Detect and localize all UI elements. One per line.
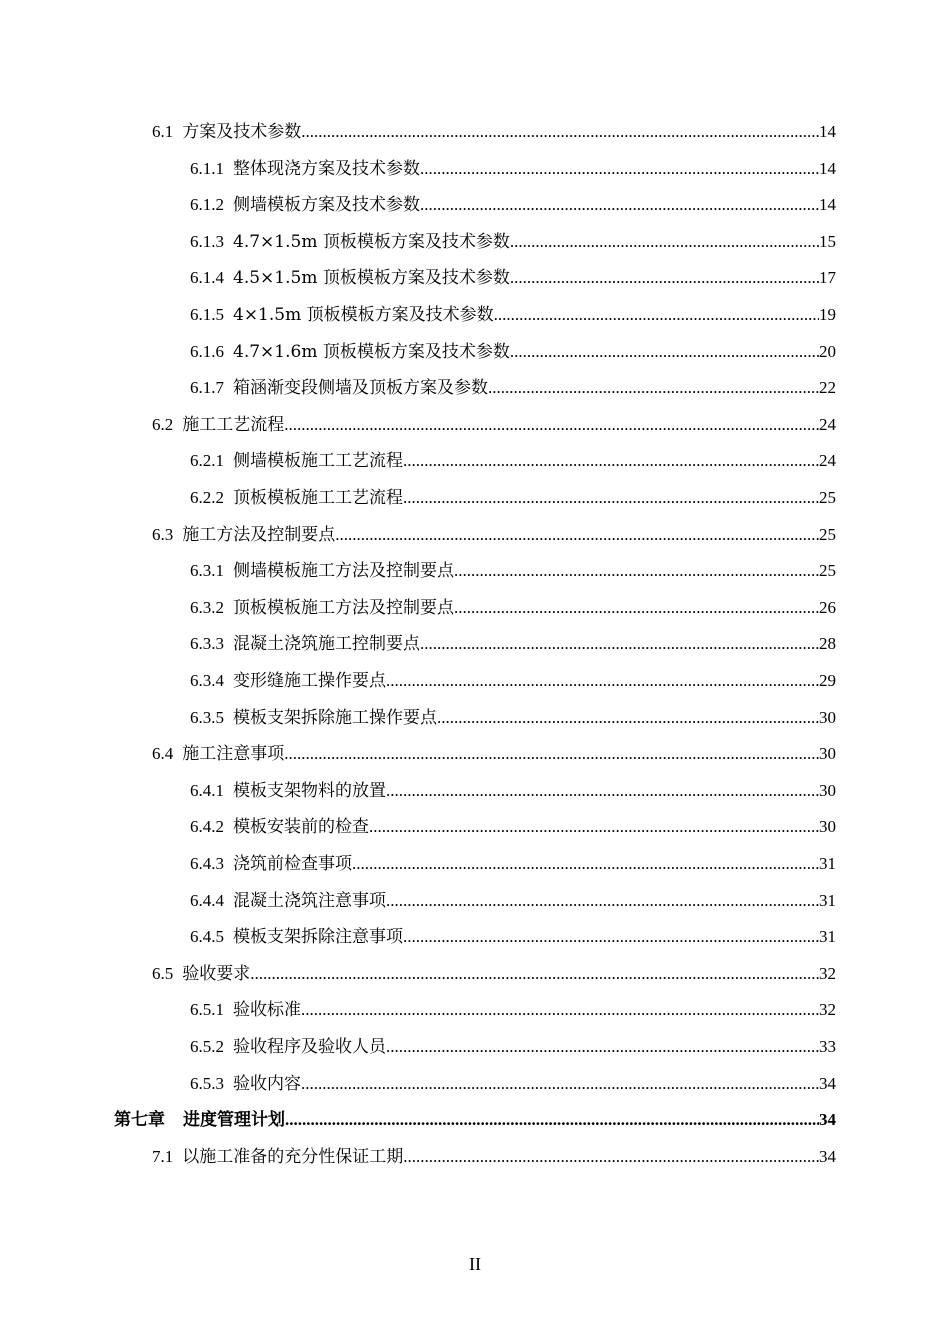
toc-dot-leader	[369, 812, 819, 842]
toc-dot-leader	[420, 190, 819, 220]
toc-entry-number: 6.1.4	[190, 268, 224, 287]
toc-dot-leader	[250, 959, 819, 989]
toc-entry-page-number: 34	[819, 1147, 836, 1166]
toc-dot-leader	[403, 446, 819, 476]
toc-entry-title: 以施工准备的充分性保证工期	[182, 1147, 404, 1167]
toc-entry[interactable]	[190, 629, 836, 659]
toc-entry[interactable]	[190, 849, 836, 879]
toc-entry-title: 施工方法及控制要点	[182, 525, 336, 545]
toc-entry[interactable]	[190, 922, 836, 952]
toc-entry[interactable]	[152, 739, 836, 769]
toc-entry[interactable]	[190, 1032, 836, 1062]
toc-entry-page-number: 25	[819, 561, 836, 580]
toc-entry[interactable]	[190, 886, 836, 916]
toc-entry-title: 模板支架拆除注意事项	[233, 927, 403, 947]
toc-entry-number: 6.5.3	[190, 1074, 224, 1093]
toc-entry-number: 6.4.2	[190, 817, 224, 836]
toc-dot-leader	[386, 776, 819, 806]
toc-entry[interactable]	[190, 227, 836, 257]
toc-entry-page-number: 32	[819, 1000, 836, 1019]
toc-entry-title: 4.5×1.5m 顶板模板方案及技术参数	[233, 268, 510, 288]
toc-entry-number: 6.4.1	[190, 781, 224, 800]
toc-entry-page-number: 22	[819, 378, 836, 397]
toc-entry-title: 混凝土浇筑施工控制要点	[233, 634, 420, 654]
toc-dot-leader	[386, 666, 819, 696]
toc-entry-number: 6.3.4	[190, 671, 224, 690]
toc-dot-leader	[386, 1032, 819, 1062]
toc-entry-title: 侧墙模板施工工艺流程	[233, 451, 403, 471]
toc-entry[interactable]	[190, 300, 836, 330]
toc-dot-leader	[301, 1069, 819, 1099]
toc-dot-leader	[284, 410, 819, 440]
toc-entry-title: 顶板模板施工工艺流程	[233, 488, 403, 508]
toc-dot-leader	[284, 739, 819, 769]
toc-dot-leader	[510, 263, 819, 293]
toc-entry-title: 变形缝施工操作要点	[233, 671, 386, 691]
toc-entry-page-number: 31	[819, 927, 836, 946]
toc-entry-number: 6.5	[152, 964, 174, 983]
toc-entry[interactable]	[152, 520, 836, 550]
toc-entry-page-number: 30	[819, 817, 836, 836]
toc-dot-leader	[403, 483, 819, 513]
toc-entry[interactable]	[152, 959, 836, 989]
toc-entry[interactable]	[152, 410, 836, 440]
toc-entry-page-number: 30	[819, 708, 836, 727]
toc-entry-number: 6.5.2	[190, 1037, 224, 1056]
toc-entry[interactable]	[190, 703, 836, 733]
toc-entry[interactable]	[152, 117, 836, 147]
toc-entry-title: 混凝土浇筑注意事项	[233, 891, 386, 911]
toc-dot-leader	[403, 1142, 819, 1172]
toc-entry-title: 4×1.5m 顶板模板方案及技术参数	[233, 305, 494, 325]
toc-entry-title: 施工注意事项	[182, 744, 285, 764]
toc-entry-title: 验收内容	[233, 1074, 301, 1094]
toc-entry-page-number: 33	[819, 1037, 836, 1056]
toc-entry[interactable]	[190, 446, 836, 476]
toc-entry-title: 验收程序及验收人员	[233, 1037, 386, 1057]
toc-entry-number: 6.3	[152, 525, 174, 544]
toc-dot-leader	[352, 849, 819, 879]
toc-entry-title: 验收标准	[233, 1000, 301, 1020]
toc-entry-title: 施工工艺流程	[182, 415, 285, 435]
toc-dot-leader	[454, 556, 819, 586]
toc-entry[interactable]	[190, 263, 836, 293]
toc-entry-page-number: 15	[819, 232, 836, 251]
toc-entry-title: 浇筑前检查事项	[233, 854, 352, 874]
toc-dot-leader	[301, 117, 819, 147]
toc-entry-page-number: 14	[819, 159, 836, 178]
toc-entry-title: 整体现浇方案及技术参数	[233, 159, 420, 179]
toc-dot-leader	[403, 922, 819, 952]
toc-entry-page-number: 31	[819, 854, 836, 873]
toc-entry-number: 6.3.1	[190, 561, 224, 580]
toc-entry-page-number: 26	[819, 598, 836, 617]
toc-entry-page-number: 14	[819, 122, 836, 141]
toc-entry[interactable]	[114, 1105, 836, 1135]
toc-entry-number: 7.1	[152, 1147, 174, 1166]
toc-entry-number: 6.5.1	[190, 1000, 224, 1019]
toc-entry-page-number: 25	[819, 525, 836, 544]
toc-entry-number: 6.4.5	[190, 927, 224, 946]
toc-dot-leader	[494, 300, 819, 330]
toc-entry-page-number: 30	[819, 744, 836, 763]
toc-entry-number: 6.1.6	[190, 342, 224, 361]
toc-dot-leader	[386, 886, 819, 916]
toc-entry[interactable]	[190, 190, 836, 220]
toc-entry-page-number: 28	[819, 634, 836, 653]
toc-entry-title: 顶板模板施工方法及控制要点	[233, 598, 454, 618]
toc-entry-title: 侧墙模板方案及技术参数	[233, 195, 420, 215]
toc-entry[interactable]	[190, 995, 836, 1025]
toc-dot-leader	[488, 373, 819, 403]
toc-entry-number: 6.1.1	[190, 159, 224, 178]
toc-entry-page-number: 24	[819, 415, 836, 434]
toc-entry-number: 6.1.5	[190, 305, 224, 324]
toc-entry[interactable]	[190, 337, 836, 367]
toc-entry-title: 验收要求	[182, 964, 251, 984]
toc-entry-page-number: 20	[819, 342, 836, 361]
toc-dot-leader	[420, 154, 819, 184]
toc-entry-page-number: 31	[819, 891, 836, 910]
toc-entry-page-number: 34	[819, 1074, 836, 1093]
page-number-footer: II	[469, 1254, 481, 1274]
toc-dot-leader	[301, 995, 819, 1025]
toc-entry[interactable]	[190, 483, 836, 513]
toc-entry-page-number: 19	[819, 305, 836, 324]
toc-entry[interactable]	[190, 666, 836, 696]
toc-entry-title: 方案及技术参数	[182, 122, 302, 142]
toc-entry[interactable]	[190, 776, 836, 806]
toc-entry-title: 进度管理计划	[183, 1110, 285, 1130]
toc-entry-page-number: 32	[819, 964, 836, 983]
toc-entry-title: 4.7×1.6m 顶板模板方案及技术参数	[233, 342, 510, 362]
toc-entry-page-number: 14	[819, 195, 836, 214]
toc-entry-page-number: 30	[819, 781, 836, 800]
toc-entry[interactable]	[190, 1069, 836, 1099]
toc-entry-title: 侧墙模板施工方法及控制要点	[233, 561, 454, 581]
toc-dot-leader	[420, 629, 819, 659]
toc-entry[interactable]	[152, 1142, 836, 1172]
toc-dot-leader	[510, 227, 819, 257]
toc-entry-page-number: 34	[819, 1110, 836, 1129]
toc-dot-leader	[437, 703, 819, 733]
toc-entry-page-number: 24	[819, 451, 836, 470]
toc-entry[interactable]	[190, 556, 836, 586]
toc-dot-leader	[510, 337, 819, 367]
toc-entry-number: 6.2.1	[190, 451, 224, 470]
toc-entry-number: 6.4.4	[190, 891, 224, 910]
toc-entry-number: 6.3.3	[190, 634, 224, 653]
toc-entry-number: 6.4.3	[190, 854, 224, 873]
toc-entry-number: 6.3.2	[190, 598, 224, 617]
toc-entry-title: 模板支架物料的放置	[233, 781, 386, 801]
toc-dot-leader	[285, 1105, 819, 1135]
toc-entry-title: 模板安装前的检查	[233, 817, 369, 837]
toc-entry-number: 6.1	[152, 122, 174, 141]
toc-entry[interactable]	[190, 373, 836, 403]
toc-entry-title: 模板支架拆除施工操作要点	[233, 708, 437, 728]
toc-entry-page-number: 25	[819, 488, 836, 507]
toc-entry-number: 6.4	[152, 744, 174, 763]
toc-dot-leader	[454, 593, 819, 623]
toc-entry-number: 6.1.7	[190, 378, 224, 397]
toc-entry-page-number: 17	[819, 268, 836, 287]
toc-entry-number: 6.1.3	[190, 232, 224, 251]
toc-entry-number: 6.2.2	[190, 488, 224, 507]
toc-entry[interactable]	[190, 812, 836, 842]
toc-entry-number: 6.2	[152, 415, 174, 434]
toc-entry[interactable]	[190, 593, 836, 623]
toc-dot-leader	[335, 520, 819, 550]
toc-entry-title: 4.7×1.5m 顶板模板方案及技术参数	[233, 232, 510, 252]
toc-entry-page-number: 29	[819, 671, 836, 690]
toc-entry-number: 6.1.2	[190, 195, 224, 214]
toc-entry-number: 第七章	[114, 1110, 165, 1130]
toc-entry[interactable]	[190, 154, 836, 184]
toc-entry-number: 6.3.5	[190, 708, 224, 727]
toc-entry-title: 箱涵渐变段侧墙及顶板方案及参数	[233, 378, 488, 398]
